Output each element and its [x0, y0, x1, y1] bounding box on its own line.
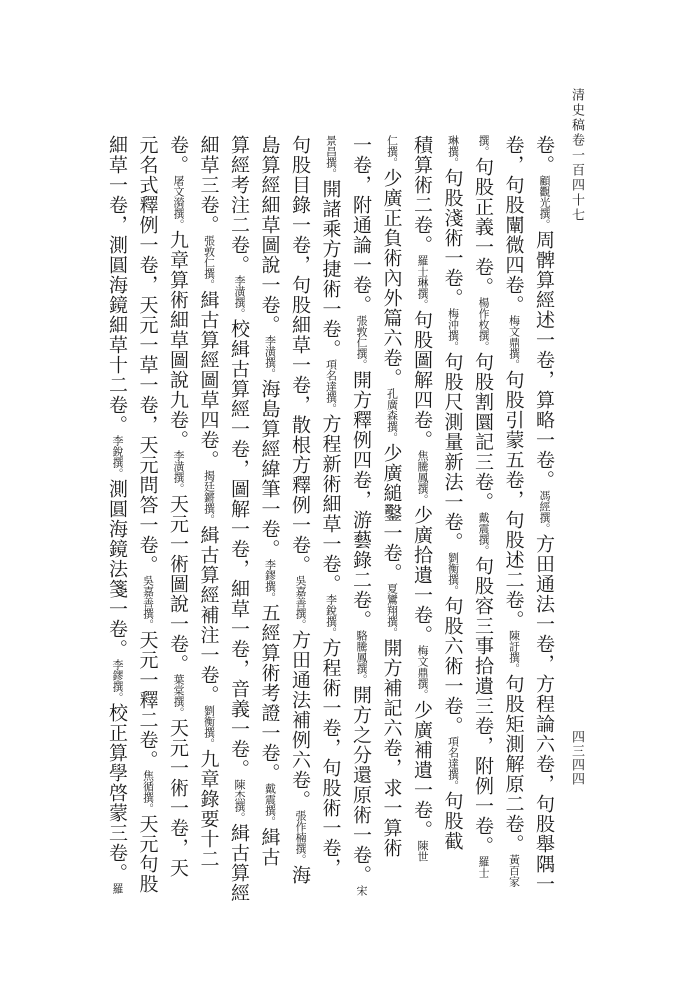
text-segment: 島算經細草圖說一卷。 [258, 135, 281, 335]
text-column [103, 135, 131, 925]
author-note: 羅士 [477, 856, 490, 878]
text-segment: 天元句股 [136, 814, 159, 894]
text-segment: 方程術一卷，句股術一卷， [319, 638, 342, 878]
text-segment: 緝古算經圖草四卷。 [197, 290, 220, 470]
text-column [500, 135, 528, 925]
author-note: 揭廷鏘撰。 [202, 470, 216, 525]
author-note: 焦騰鳳撰。 [416, 450, 429, 505]
author-note: 駱騰鳳撰。 [355, 630, 368, 685]
text-segment: 九章算術細草圖說九卷。 [167, 230, 189, 450]
text-segment: 開方補記六卷，求一算術 [380, 638, 403, 858]
text-segment: 緝古算經補注一卷。 [197, 525, 220, 705]
text-segment: 方程新術細草一卷。 [319, 414, 342, 594]
text-segment: 方田通法補例六卷。 [289, 630, 311, 810]
author-note: 琳撰。 [446, 135, 460, 168]
text-segment: 天元一釋二卷。 [136, 630, 159, 770]
text-column [256, 135, 284, 925]
author-note: 張作楠撰。 [294, 810, 307, 865]
author-note: 撰。 [477, 135, 490, 157]
text-segment: 開方之分還原術一卷。 [350, 685, 372, 885]
text-segment: 句股正義一卷。 [472, 157, 494, 297]
author-note: 梅文鼎撰。 [416, 645, 429, 700]
text-segment: 校正算學啓蒙三卷。 [106, 703, 128, 883]
text-column [530, 135, 558, 925]
author-note: 梅文鼎撰。 [507, 315, 521, 370]
author-note: 屠文漪撰。 [172, 175, 185, 230]
text-segment: 九章錄要十二 [197, 749, 220, 869]
text-segment: 校緝古算經一卷，圖解一卷，細草一卷，音義一卷。 [228, 319, 250, 779]
text-column [439, 135, 467, 925]
author-note: 吳嘉善撰。 [141, 575, 155, 630]
author-note: 仁撰。 [385, 135, 399, 168]
author-note: 葉棠撰。 [172, 674, 185, 718]
author-note: 戴震撰。 [477, 512, 490, 556]
text-segment: 開諸乘方捷術一卷。 [319, 179, 342, 359]
author-note: 張敦仁撰。 [355, 315, 368, 370]
text-column [469, 135, 497, 925]
text-segment: 周髀算經述一卷，算略一卷。 [533, 230, 555, 490]
text-segment: 少廣補遺一卷。 [411, 700, 433, 840]
author-note: 陳世 [416, 840, 429, 862]
text-segment: 方田通法一卷，方程論六卷，句股舉隅一 [533, 534, 555, 894]
page-header-title: 清史稿卷一百四十七 [569, 88, 584, 223]
text-column [134, 135, 162, 925]
author-note: 戴震撰。 [263, 783, 277, 827]
text-segment: 緝古算經 [228, 823, 250, 903]
text-segment: 細草三卷。 [197, 135, 220, 235]
author-note: 陳訏撰。 [507, 630, 521, 674]
text-segment: 算經考注二卷。 [228, 135, 250, 275]
text-segment: 句股目錄一卷，句股細草一卷，散根方釋例一卷。 [289, 135, 311, 575]
text-segment: 句股矩測解原二卷。 [502, 674, 525, 854]
text-segment: 細草一卷，測圓海鏡細草十二卷。 [106, 135, 128, 435]
author-note: 梅沖撰。 [446, 308, 460, 352]
text-segment: 天元一術一卷，天 [167, 718, 189, 878]
author-note: 羅 [111, 883, 124, 894]
author-note: 孔廣森撰。 [385, 388, 399, 443]
author-note: 劉衡撰。 [202, 705, 216, 749]
text-segment: 開方釋例四卷，游藝錄二卷。 [350, 370, 372, 630]
text-segment: 少廣正負術內外篇六卷。 [380, 168, 403, 388]
text-segment: 句股淺術一卷。 [441, 168, 464, 308]
author-note: 羅士琳撰。 [416, 255, 429, 310]
page-number: 四三四四 [569, 730, 584, 786]
author-note: 項名達撰。 [446, 736, 460, 791]
text-segment: 海島算經緯筆一卷。 [258, 379, 281, 559]
author-note: 黃百家 [507, 854, 521, 887]
author-note: 李銳撰。 [324, 594, 338, 638]
author-note: 吳嘉善撰。 [294, 575, 307, 630]
text-segment: 緝古 [258, 827, 281, 867]
author-note: 李鏐撰。 [111, 659, 124, 703]
text-segment: 測圓海鏡法箋一卷。 [106, 479, 128, 659]
text-segment: 積算術二卷。 [411, 135, 433, 255]
text-segment: 卷，句股闡微四卷。 [502, 135, 525, 315]
text-segment: 句股圖解四卷。 [411, 310, 433, 450]
text-segment: 少廣縋鑿一卷。 [380, 443, 403, 583]
text-segment: 句股六術一卷。 [441, 596, 464, 736]
text-segment: 卷。 [533, 135, 555, 175]
text-segment: 元名式釋例一卷，天元一草一卷，天元問答一卷。 [136, 135, 159, 575]
text-segment: 句股引蒙五卷，句股述二卷。 [502, 370, 525, 630]
author-note: 李潢撰。 [172, 450, 185, 494]
text-segment: 卷。 [167, 135, 189, 175]
author-note: 楊作枚撰。 [477, 297, 490, 352]
author-note: 李銳撰。 [111, 435, 124, 479]
author-note: 張敦仁撰。 [202, 235, 216, 290]
author-note: 陳杰撰。 [233, 779, 246, 823]
text-column [225, 135, 253, 925]
text-column [408, 135, 436, 925]
author-note: 馮經撰。 [538, 490, 551, 534]
author-note: 項名達撰。 [324, 359, 338, 414]
author-note: 李鏐撰。 [263, 559, 277, 603]
text-column [195, 135, 223, 925]
author-note: 李潢撰。 [263, 335, 277, 379]
author-note: 焦循撰。 [141, 770, 155, 814]
author-note: 劉衡撰。 [446, 552, 460, 596]
text-segment: 句股割圜記三卷。 [472, 352, 494, 512]
text-segment: 句股容三事拾遺三卷，附例一卷。 [472, 556, 494, 856]
author-note: 宋 [355, 885, 368, 896]
text-column [286, 135, 314, 925]
text-segment: 少廣拾遺一卷。 [411, 505, 433, 645]
text-segment: 一卷，附通論一卷。 [350, 135, 372, 315]
text-column [378, 135, 406, 925]
text-column [317, 135, 345, 925]
text-column [347, 135, 375, 925]
author-note: 顧觀光撰。 [538, 175, 551, 230]
text-segment: 海 [289, 865, 311, 885]
text-segment: 五經算術考證一卷。 [258, 603, 281, 783]
text-segment: 句股截 [441, 791, 464, 851]
author-note: 景昌撰。 [324, 135, 338, 179]
author-note: 李潢撰。 [233, 275, 246, 319]
text-segment: 句股尺測量新法一卷。 [441, 352, 464, 552]
text-column [164, 135, 192, 925]
author-note: 夏鸞翔撰。 [385, 583, 399, 638]
text-segment: 天元一術圖說一卷。 [167, 494, 189, 674]
